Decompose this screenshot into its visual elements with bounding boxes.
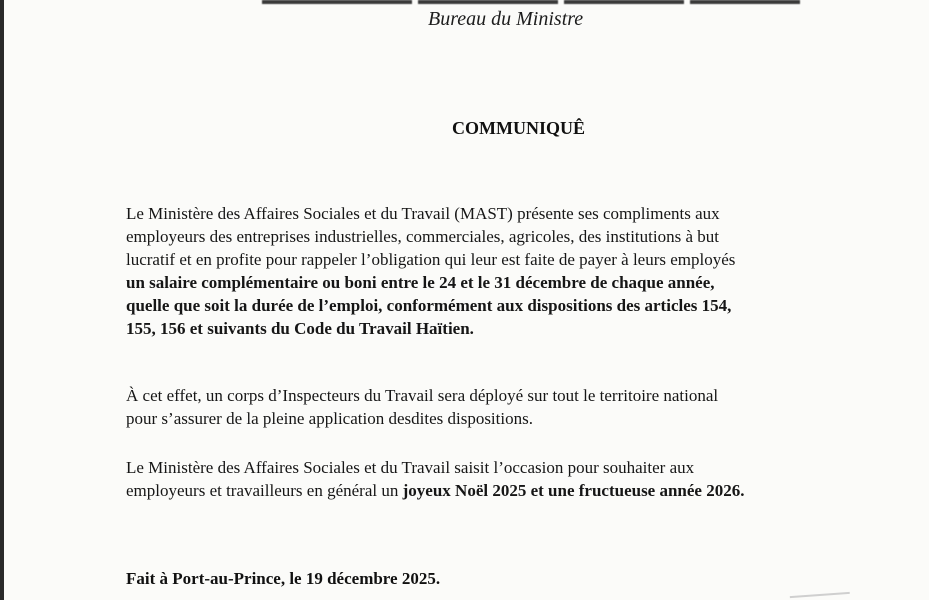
page-edge bbox=[0, 0, 4, 600]
ministry-header-fragment bbox=[262, 0, 412, 4]
communique-title: COMMUNIQUÊ bbox=[452, 118, 585, 138]
text-fragment: employeurs et travailleurs en général un bbox=[126, 481, 403, 500]
ministry-header-fragment bbox=[564, 0, 684, 4]
ministry-header-cut bbox=[262, 0, 822, 4]
text-line: Le Ministère des Affaires Sociales et du Travail (MAST) présente ses compliments aux bbox=[126, 204, 720, 223]
text-line: employeurs des entreprises industrielles, commerciales, agricoles, des institutions à but bbox=[126, 227, 719, 246]
office-subheader: Bureau du Ministre bbox=[428, 8, 584, 30]
text-line-mixed bbox=[126, 479, 929, 502]
place-date-line: Fait à Port-au-Prince, le 19 décembre 2025. bbox=[126, 569, 441, 588]
paragraph-greetings bbox=[126, 456, 929, 502]
text-line: À cet effet, un corps d’Inspecteurs du Travail sera déployé sur tout le territoire national bbox=[126, 386, 719, 405]
ministry-header-fragment bbox=[418, 0, 558, 4]
text-line-bold: quelle que soit la durée de l’emploi, conformément aux dispositions des articles 154, bbox=[126, 296, 732, 315]
text-line: Le Ministère des Affaires Sociales et du Travail saisit l’occasion pour souhaiter aux bbox=[126, 458, 695, 477]
text-line: lucratif et en profite pour rappeler l’obligation qui leur est faite de payer à leurs employés bbox=[126, 250, 736, 269]
signature-mark bbox=[790, 592, 850, 600]
text-line: pour s’assurer de la pleine application desdites dispositions. bbox=[126, 409, 533, 428]
text-fragment-bold: joyeux Noël 2025 et une fructueuse année 2026. bbox=[402, 481, 745, 500]
ministry-header-fragment bbox=[690, 0, 800, 4]
text-line-bold: un salaire complémentaire ou boni entre le 24 et le 31 décembre de chaque année, bbox=[126, 273, 715, 292]
paragraph-inspection bbox=[126, 384, 929, 430]
paragraph-obligation bbox=[126, 202, 929, 340]
text-line-bold: 155, 156 et suivants du Code du Travail Haïtien. bbox=[126, 319, 474, 338]
